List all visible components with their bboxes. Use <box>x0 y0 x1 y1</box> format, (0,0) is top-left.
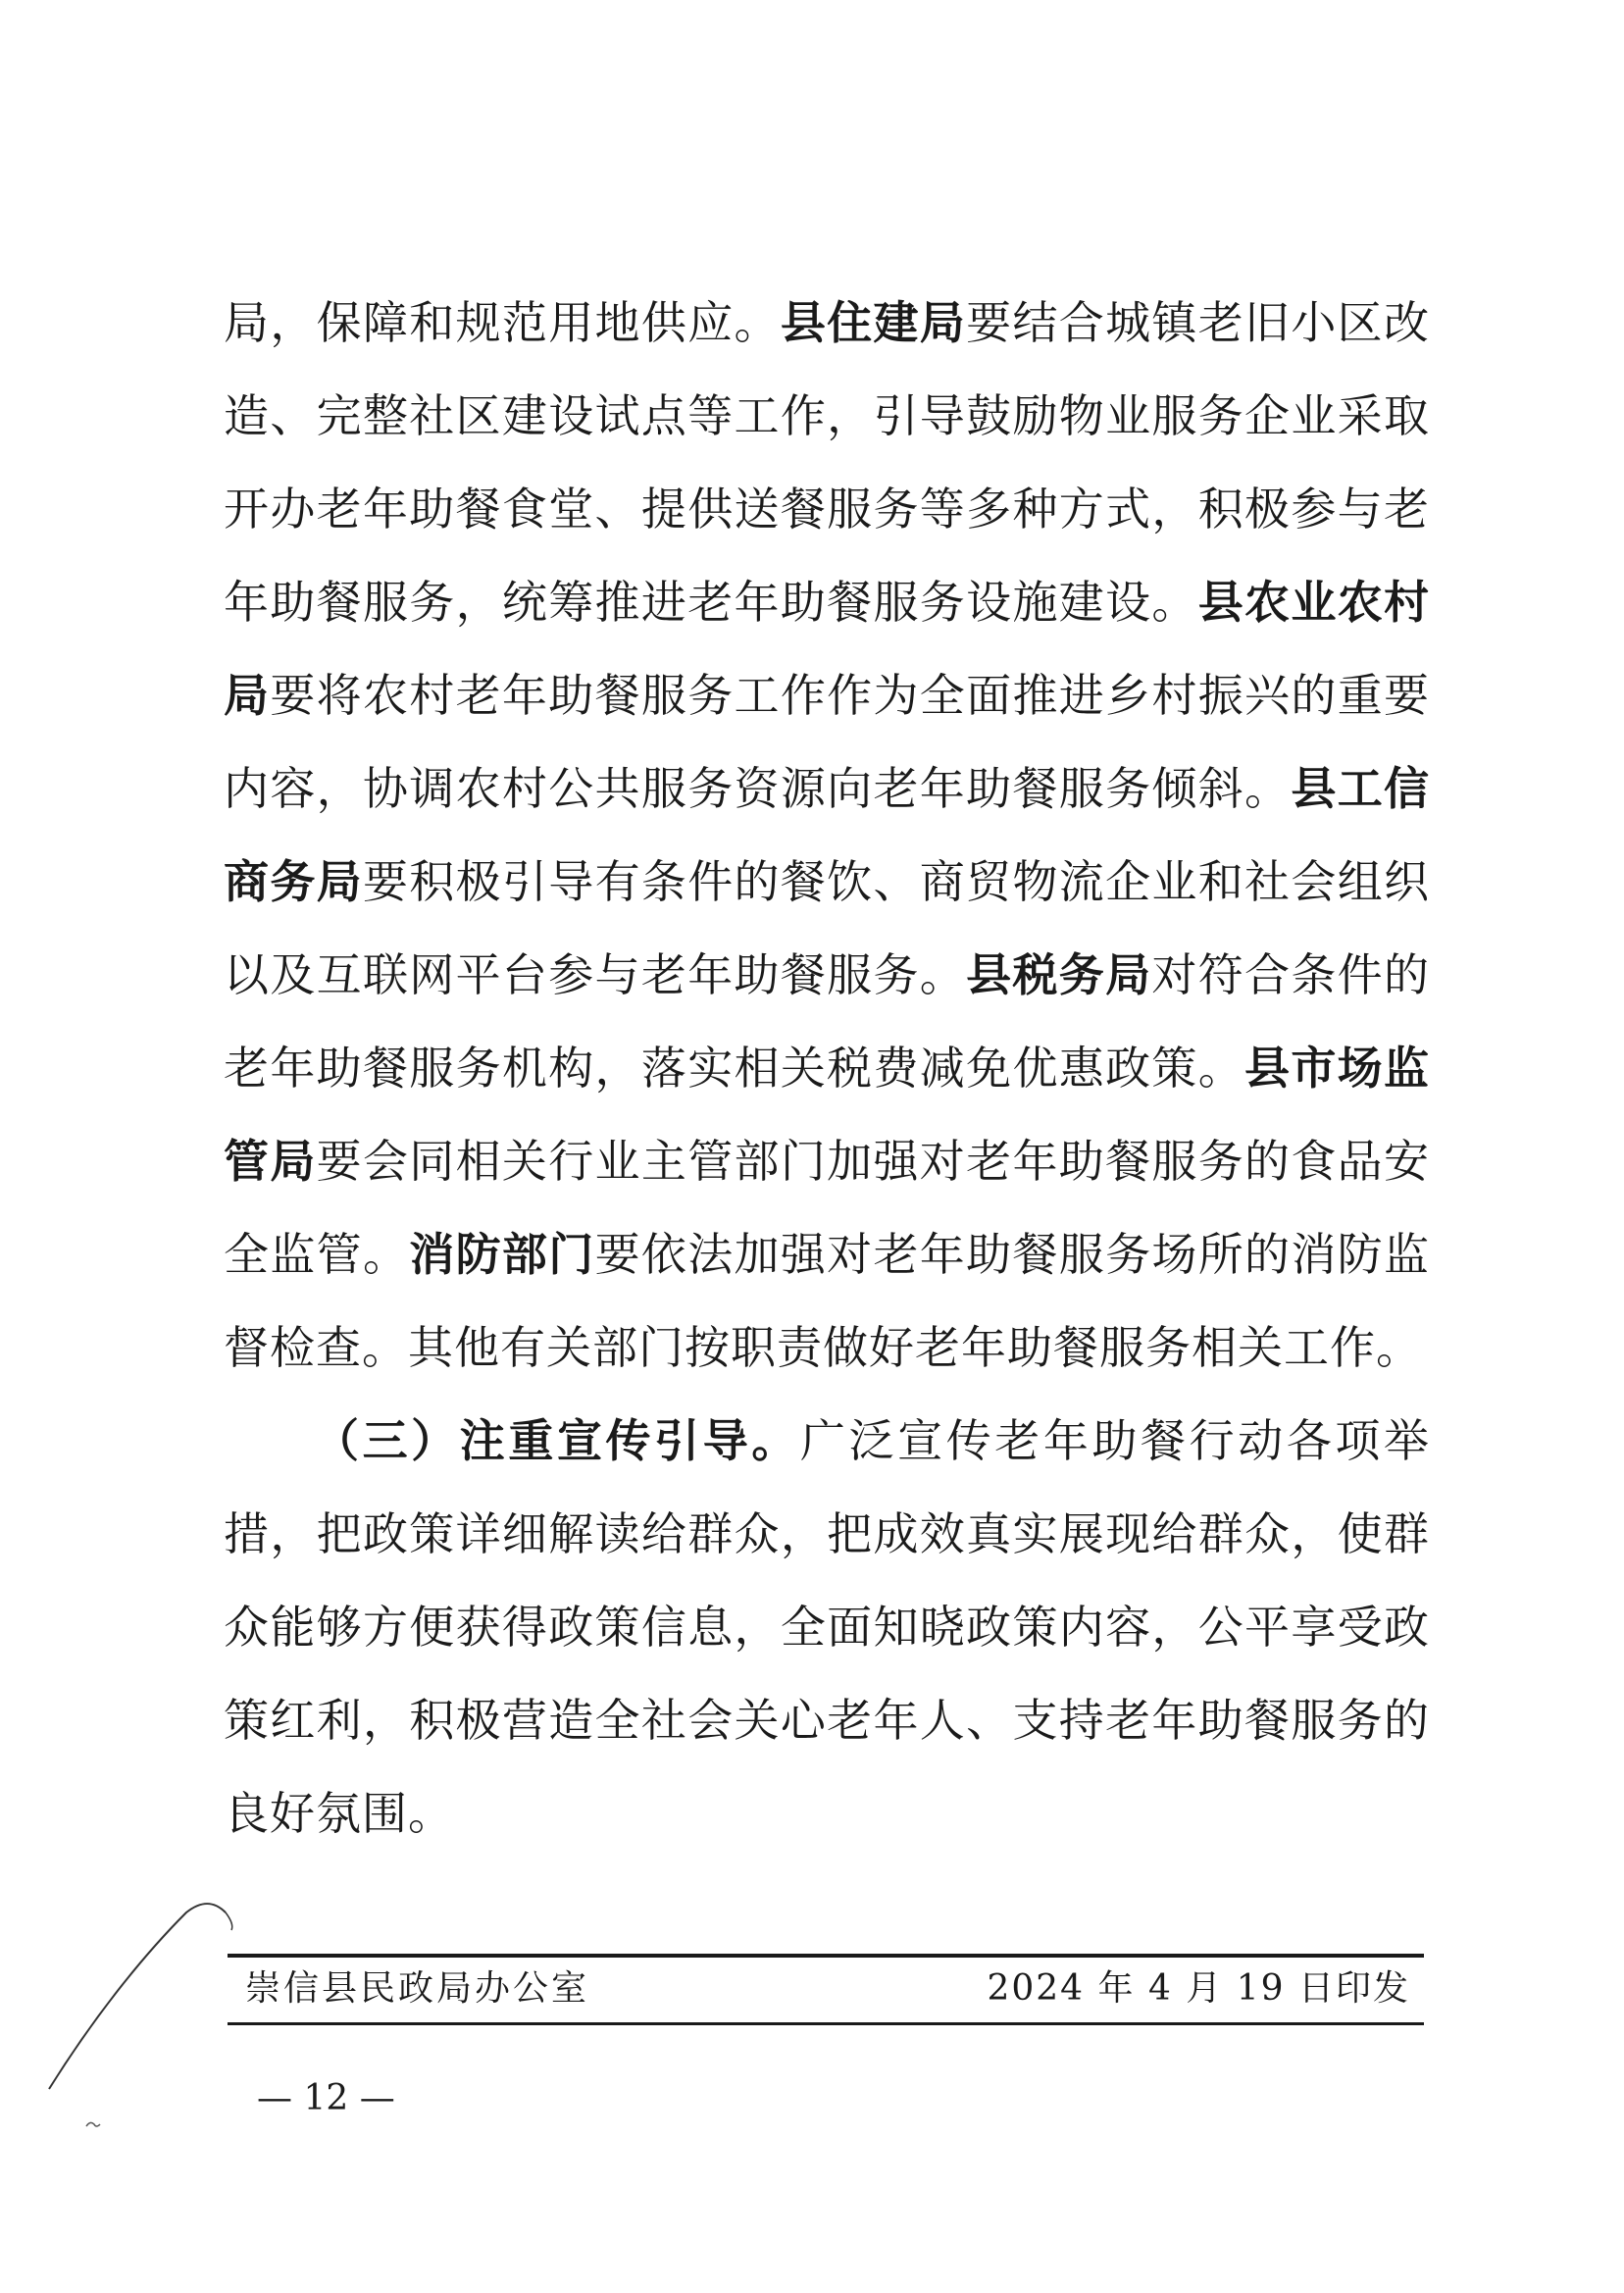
pen-stroke-mark <box>39 1893 294 2167</box>
footer-bottom-rule <box>228 2022 1424 2025</box>
text-run: 对符合条件的老年助餐服务机构，落实相关税费减免优惠政策。 <box>224 948 1431 1095</box>
emphasized-text-run: 县市场监管局 <box>224 1042 1431 1188</box>
text-run: 要依法加强对老年助餐服务场所的消防监督检查。其他有关部门按职责做好老年助餐服务相关工作。 <box>224 1228 1431 1374</box>
text-run: 局，保障和规范用地供应。 <box>224 296 781 349</box>
text-run: 要将农村老年助餐服务工作作为全面推进乡村振兴的重要内容，协调农村公共服务资源向老年助餐服务倾斜。 <box>224 669 1431 815</box>
print-date: 2024 年 4 月 19 日印发 <box>987 1968 1410 2009</box>
paragraph-publicity <box>224 1395 1430 1860</box>
emphasized-text-run: 消防部门 <box>409 1228 595 1281</box>
emphasized-text-run: 县税务局 <box>966 948 1152 1001</box>
page-number: — 12 — <box>257 2078 395 2118</box>
emphasized-text-run: 县工信商务局 <box>224 762 1431 908</box>
emphasized-text-run: （三）注重宣传引导。 <box>314 1414 800 1467</box>
footer-top-rule <box>228 1954 1424 1958</box>
text-run: 要会同相关行业主管部门加强对老年助餐服务的食品安全监管。 <box>224 1135 1431 1281</box>
document-body <box>224 277 1430 1860</box>
text-run: 要积极引导有条件的餐饮、商贸物流企业和社会组织以及互联网平台参与老年助餐服务。 <box>224 855 1431 1001</box>
text-run: 要结合城镇老旧小区改造、完整社区建设试点等工作，引导鼓励物业服务企业采取开办老年助餐食堂、提供送餐服务等多种方式，积极参与老年助餐服务，统筹推进老年助餐服务设施建设。 <box>224 296 1431 629</box>
issuer-name: 崇信县民政局办公室 <box>245 1968 590 2009</box>
emphasized-text-run: 县农业农村局 <box>224 576 1431 722</box>
emphasized-text-run: 县住建局 <box>780 296 967 349</box>
paragraph-department-duties <box>224 277 1430 1395</box>
text-run: 广泛宣传老年助餐行动各项举措，把政策详细解读给群众，把成效真实展现给群众，使群众能够方便获得政策信息，全面知晓政策内容，公平享受政策红利，积极营造全社会关心老年人、支持老年助餐服务的良好氛围。 <box>224 1414 1431 1840</box>
